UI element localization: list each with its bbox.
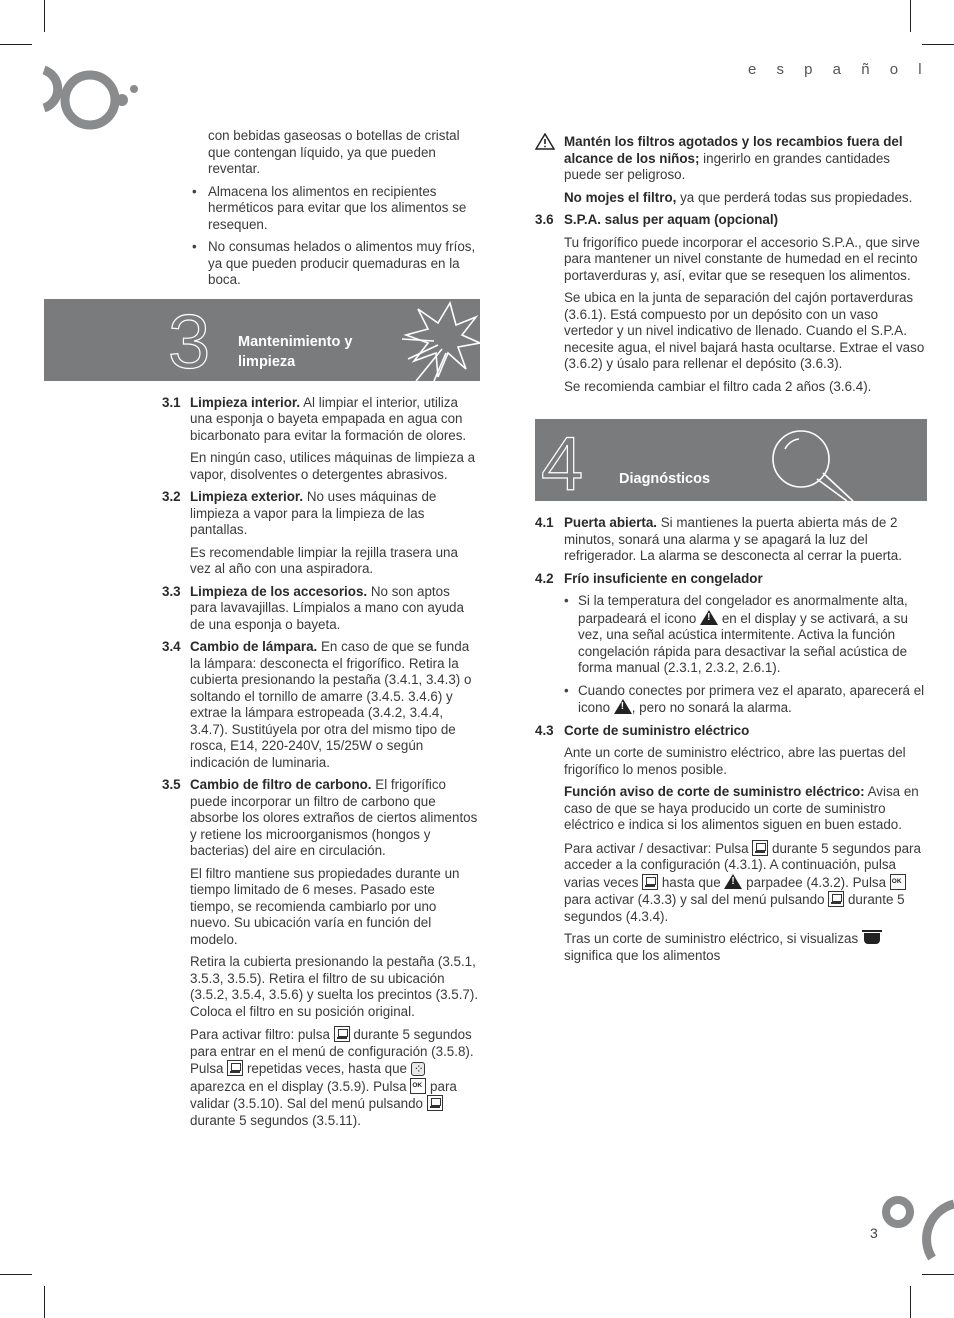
- magnifier-icon: [765, 419, 865, 501]
- section-3-2: 3.2 Limpieza exterior. No uses máquinas de limpieza a vapor para la limpieza de las pantallas.: [162, 489, 437, 537]
- section-4-1: 4.1 Puerta abierta. Si mantienes la puerta abierta más de 2 minutos, sonará una alarma y se apagará la luz del refrigerador. La alarma se desconecta al cerrar la puerta.: [535, 515, 902, 563]
- section-3-4: 3.4 Cambio de lámpara. En caso de que se funda la lámpara: desconecta el frigorífico. Retira la cubierta presionando la pestaña (3.4.1, 3.4.3) o soltando el tornillo de amarre (3.4.5. 3.4.6) y extrae la lámpara estropeada (3.4.2, 3.4.4, 3.4.7). Sustitúyela por otra del mismo tipo de rosca, E14, 220-240V, 15/25W o según indicación de luminaria.: [162, 639, 472, 770]
- list-item: • Almacena los alimentos en recipientes herméticos para evitar que los alimentos se resequen.: [208, 184, 480, 234]
- crop-mark: [44, 1286, 45, 1318]
- left-column: [44, 128, 480, 1135]
- crop-mark: [910, 1286, 911, 1318]
- section-3-6: 3.6 S.P.A. salus per aquam (opcional): [535, 212, 779, 227]
- menu-key-icon: [642, 874, 658, 890]
- crop-mark: [922, 44, 954, 45]
- section-3-1: 3.1 Limpieza interior. Al limpiar el interior, utiliza una esponja o bayeta empapada en agua con bicarbonato para evitar la formación de olores.: [162, 394, 467, 443]
- list-item: • Cuando conectes por primera vez el aparato, aparecerá el icono !, pero no sonará la alarma.: [578, 683, 927, 717]
- section-title: Diagnósticos: [619, 471, 711, 487]
- right-column: [535, 134, 927, 970]
- crop-mark: [922, 1274, 954, 1275]
- paragraph: Función aviso de corte de suministro eléctrico: Avisa en caso de que se haya producido un corte de suministro eléctrico e indica si los alimentos siguen en buen estado.: [564, 784, 919, 832]
- filter-icon: [411, 1062, 425, 1076]
- paragraph: Tras un corte de suministro eléctrico, si visualizas significa que los alimentos: [535, 931, 927, 964]
- menu-key-icon: [752, 840, 768, 856]
- paragraph: Se recomienda cambiar el filtro cada 2 años (3.6.4).: [564, 378, 872, 394]
- paragraph: Tu frigorífico puede incorporar el accesorio S.P.A., que sirve para mantener un nivel constante de humedad en el recinto portaverduras y, así, evitar que se resequen los alimentos.: [564, 234, 920, 283]
- paragraph: Es recomendable limpiar la rejilla trasera una vez al año con una aspiradora.: [190, 544, 458, 576]
- bullet-list: [535, 593, 927, 717]
- crop-mark: [910, 0, 911, 32]
- menu-key-icon: [227, 1060, 243, 1076]
- ok-key-icon: [410, 1078, 426, 1094]
- menu-key-icon: [828, 891, 844, 907]
- paragraph: Retira la cubierta presionando la pestaña (3.5.1, 3.5.3, 3.5.5). Retira el filtro de su ubicación (3.5.2, 3.5.4, 3.5.6) y suelta los precintos (3.5.7). Coloca el filtro en su posición original.: [190, 954, 479, 1019]
- menu-key-icon: [334, 1026, 350, 1042]
- sparkle-icon: [394, 299, 480, 381]
- page-number: 3: [870, 1225, 878, 1241]
- section-3-3: 3.3 Limpieza de los accesorios. No son aptos para lavavajillas. Límpialos a mano con ayuda de una esponja o bayeta.: [162, 583, 464, 632]
- crop-mark: [44, 0, 45, 32]
- crop-mark: [0, 1274, 32, 1275]
- section-banner-4: [535, 419, 927, 501]
- menu-key-icon: [427, 1095, 443, 1111]
- alarm-icon: [700, 610, 718, 625]
- bullet-list: [44, 184, 480, 289]
- alarm-icon: [614, 699, 632, 714]
- warning-note: Mantén los filtros agotados y los recambios fuera del alcance de los niños; ingerirlo en grandes cantidades puede ser peligroso.: [535, 134, 927, 184]
- paragraph: En ningún caso, utilices máquinas de limpieza a vapor, disolventes o detergentes abrasivos.: [190, 450, 476, 482]
- language-label: e s p a ñ o l: [748, 61, 930, 78]
- paragraph: Para activar / desactivar: Pulsa durante 5 segundos para acceder a la configuración (4.3.1). A continuación, pulsa varias veces hasta que ! parpadee (4.3.2). Pulsa OK para activar (4.3.3) y sal del menú pulsando durante 5 segundos (4.3.4).: [535, 840, 927, 926]
- section-title: Mantenimiento y limpieza: [238, 333, 353, 370]
- paragraph: Se ubica en la junta de separación del cajón portaverduras (3.6.1). Está compuesto por un depósito con un vaso vertedor y un nivel indicativo de llenado. Cuando el S.P.A. necesite agua, el nivel bajará hasta ocultarse. Extrae el vaso (3.6.2) y úsalo para rellenar el depósito (3.6.3).: [564, 290, 925, 371]
- list-item: • Si la temperatura del congelador es anormalmente alta, parpadeará el icono ! en el display y se activará, a su vez, una señal acústica intermitente. Activa la función congelación rápida para desactivar la señal acústica de forma manual (2.3.1, 2.3.2, 2.6.1).: [578, 593, 927, 677]
- section-banner-3: [44, 299, 480, 381]
- alarm-icon: [724, 874, 742, 889]
- paragraph: Ante un corte de suministro eléctrico, abre las puertas del frigorífico lo menos posible.: [564, 745, 906, 777]
- section-4-3: 4.3 Corte de suministro eléctrico: [535, 722, 750, 738]
- crop-mark: [0, 44, 32, 45]
- section-4-2: 4.2 Frío insuficiente en congelador: [535, 570, 763, 586]
- list-item: • No consumas helados o alimentos muy fríos, ya que pueden producir quemaduras en la boca.: [208, 239, 480, 289]
- paragraph: No mojes el filtro, ya que perderá todas sus propiedades.: [564, 189, 913, 205]
- paragraph: El filtro mantiene sus propiedades durante un tiempo limitado de 6 meses. Pasado este tiempo, se recomienda cambiarlo por uno nuevo. Su ubicación varía en función del modelo.: [190, 865, 460, 947]
- warning-icon: [535, 133, 555, 150]
- ok-key-icon: [890, 874, 906, 890]
- brand-logo: [878, 1190, 954, 1270]
- power-cut-icon: [864, 933, 880, 944]
- section-3-5: 3.5 Cambio de filtro de carbono. El frigorífico puede incorporar un filtro de carbono que absorbe los olores extraños de ciertos alimentos y retiene los microorganismos (hongos y bacterias) del aire en circulación.: [162, 777, 478, 858]
- section-number: 3: [168, 299, 211, 381]
- paragraph: Para activar filtro: pulsa durante 5 segundos para entrar en el menú de configuración (3.5.8). Pulsa repetidas veces, hasta que ⁘ aparezca en el display (3.5.9). Pulsa OK para validar (3.5.10). Sal del menú pulsando durante 5 segundos (3.5.11).: [44, 1026, 480, 1129]
- section-number: 4: [541, 422, 584, 501]
- continued-text: con bebidas gaseosas o botellas de cristal que contengan líquido, ya que pueden reventar.: [208, 128, 460, 176]
